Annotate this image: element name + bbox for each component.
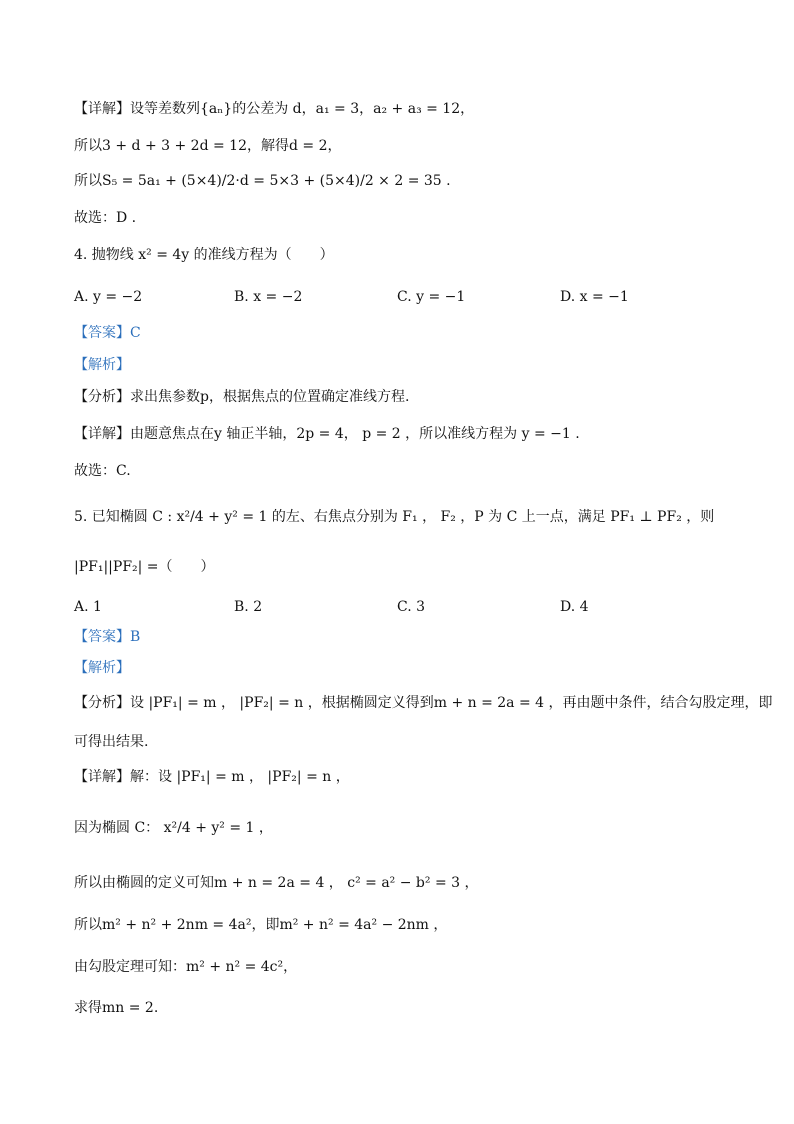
q4-choice: 故选：C. — [74, 463, 131, 479]
q5-option-a: A. 1 — [74, 599, 102, 615]
q5-analysis-heading: 【解析】 — [74, 660, 130, 676]
q5-option-b: B. 2 — [234, 599, 263, 615]
q4-answer: 【答案】C — [74, 325, 141, 341]
q5-detail: 【详解】解：设 |PF₁| = m ， |PF₂| = n ， — [74, 769, 350, 785]
solution-line-2: 所以3 + d + 3 + 2d = 12，解得d = 2， — [74, 138, 342, 154]
q4-option-d: D. x = −1 — [560, 289, 629, 305]
question-5-line-1: 5. 已知椭圆 C : x²/4 + y² = 1 的左、右焦点分别为 F₁ ， F₂ ，P 为 C 上一点，满足 PF₁ ⊥ PF₂ ，则 — [74, 509, 715, 525]
question-4: 4. 抛物线 x² = 4y 的准线方程为（ ） — [74, 247, 334, 263]
q5-option-c: C. 3 — [397, 599, 426, 615]
q4-analysis-heading: 【解析】 — [74, 357, 130, 373]
solution-line-3: 所以S₅ = 5a₁ + (5×4)/2·d = 5×3 + (5×4)/2 × 2 = 35 . — [74, 173, 451, 189]
answer-choice-line: 故选：D . — [74, 210, 137, 226]
q5-step-3: 所以m² + n² + 2nm = 4a²，即m² + n² = 4a² − 2nm ， — [74, 917, 448, 933]
q4-option-c: C. y = −1 — [397, 289, 466, 305]
q5-analysis-line-1: 【分析】设 |PF₁| = m ， |PF₂| = n ，根据椭圆定义得到m + n = 2a = 4 ，再由题中条件，结合勾股定理，即 — [74, 695, 773, 711]
q4-analysis: 【分析】求出焦参数p，根据焦点的位置确定准线方程. — [74, 389, 410, 405]
q4-detail: 【详解】由题意焦点在y 轴正半轴，2p = 4， p = 2 ，所以准线方程为 y = −1 . — [74, 426, 580, 442]
question-5-line-2: |PF₁||PF₂| =（ ） — [74, 559, 215, 575]
q5-step-2: 所以由椭圆的定义可知m + n = 2a = 4 ， c² = a² − b² = 3 ， — [74, 875, 479, 891]
q4-option-b: B. x = −2 — [234, 289, 303, 305]
q5-step-4: 由勾股定理可知：m² + n² = 4c²， — [74, 959, 298, 975]
solution-line-1: 【详解】设等差数列{aₙ}的公差为 d，a₁ = 3，a₂ + a₃ = 12， — [74, 101, 475, 117]
q5-answer: 【答案】B — [74, 629, 141, 645]
q5-analysis-line-2: 可得出结果. — [74, 734, 149, 750]
q4-option-a: A. y = −2 — [74, 289, 143, 305]
q5-step-1: 因为椭圆 C： x²/4 + y² = 1 ， — [74, 820, 273, 836]
q5-option-d: D. 4 — [560, 599, 589, 615]
q5-step-5: 求得mn = 2. — [74, 1000, 159, 1016]
